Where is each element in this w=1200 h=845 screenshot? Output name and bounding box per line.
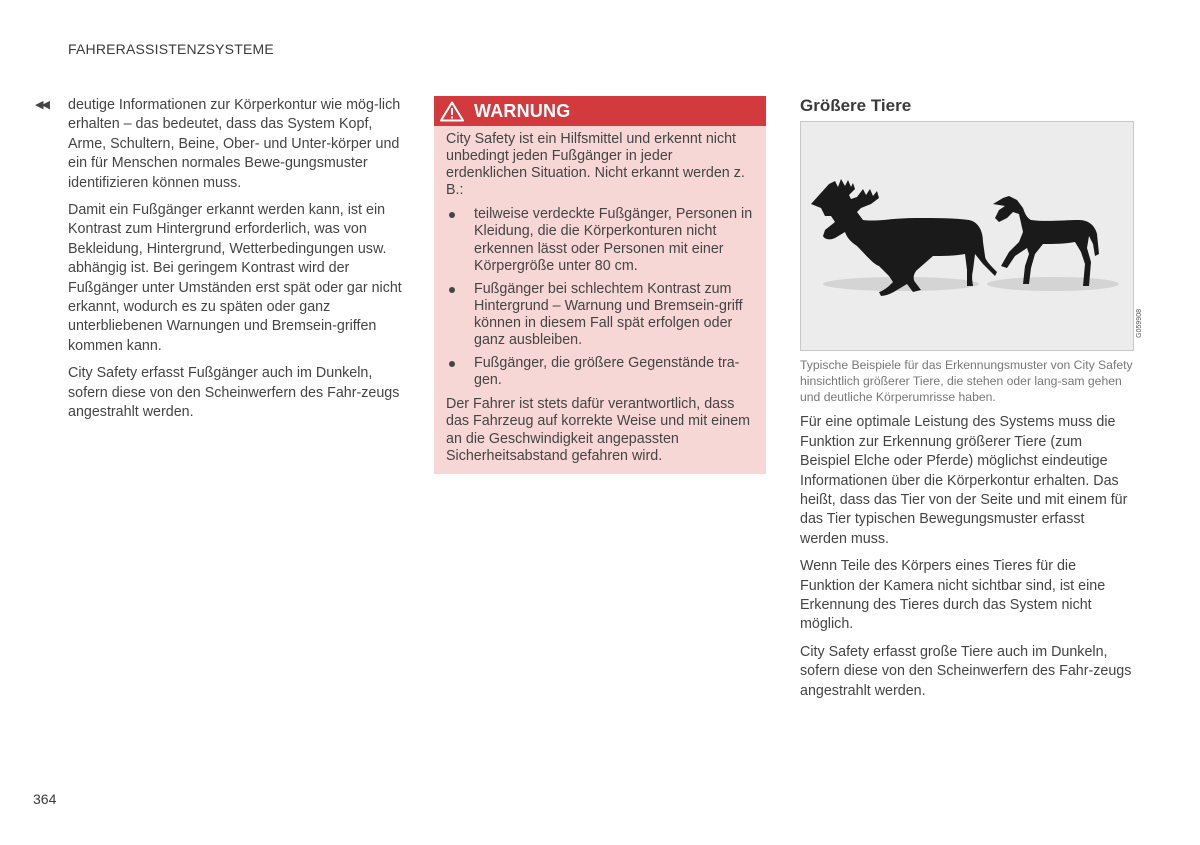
- double-left-arrow-icon: ◀◀: [35, 99, 48, 111]
- page-number: 364: [33, 791, 57, 807]
- right-column: [800, 96, 1143, 709]
- figure-code: G059908: [1136, 309, 1143, 339]
- warning-intro: City Safety ist ein Hilfsmittel und erkennt nicht unbedingt jeden Fußgänger in jeder erdenklichen Situation. Nicht erkannt werden z. B.:: [446, 131, 745, 199]
- moose-icon: [811, 179, 997, 296]
- list-item: [446, 355, 754, 389]
- list-item-text: teilweise verdeckte Fußgänger, Personen in Kleidung, die die Körperkonturen nicht erkennen lässt oder Personen mit einer Körpergröße unter 80 cm.: [474, 206, 753, 274]
- horse-icon: [993, 196, 1099, 286]
- list-item-text: Fußgänger bei schlechtem Kontrast zum Hintergrund – Warnung und Bremsein-griff können in diesem Fall spät erfolgen oder ganz ausbleiben.: [474, 280, 743, 349]
- paragraph: Wenn Teile des Körpers eines Tieres für die Funktion der Kamera nicht sichtbar sind, ist eine Erkennung des Tieres durch das System nicht möglich.: [800, 558, 1106, 633]
- bullet-icon: [449, 361, 455, 367]
- paragraph: City Safety erfasst Fußgänger auch im Dunkeln, sofern diese von den Scheinwerfern des Fahr-zeugs angestrahlt werden.: [68, 365, 400, 421]
- section-header: FAHRERASSISTENZSYSTEME: [68, 41, 274, 57]
- left-column: [68, 96, 404, 431]
- paragraph: Damit ein Fußgänger erkannt werden kann, ist ein Kontrast zum Hintergrund erforderlich, was von Bekleidung, Hintergrund, Wetterbedingungen usw. abhängig ist. Bei geringem Kontrast wird der Fußgänger unter Umständen erst spät oder gar nicht erkannt, wodurch es zu späten oder ganz unterbliebenen Warnungen und Bremsein-griffen kommen kann.: [68, 202, 402, 354]
- list-item: [446, 206, 754, 274]
- animal-silhouettes-illustration: [801, 122, 1133, 350]
- paragraph: Für eine optimale Leistung des Systems muss die Funktion zur Erkennung größerer Tiere (zum Beispiel Elche oder Pferde) möglichst eindeutige Informationen über die Körperkontur erhalten. Das heißt, dass das Tier von der Seite und mit einem für das Tier typischen Bewegungsmuster erfasst werden muss.: [800, 414, 1128, 547]
- list-item: [446, 281, 754, 349]
- list-item-text: Fußgänger, die größere Gegenstände tra-gen.: [474, 355, 740, 389]
- section-title: Größere Tiere: [800, 96, 912, 115]
- warning-header: [434, 96, 766, 126]
- bullet-icon: [449, 212, 455, 218]
- warning-body: [434, 126, 766, 465]
- warning-title: WARNUNG: [474, 100, 571, 121]
- animal-figure: [800, 121, 1143, 351]
- figure-caption: Typische Beispiele für das Erkennungsmuster von City Safety hinsichtlich größerer Tiere, die stehen oder lang-sam gehen und deutliche Körperumrisse haben.: [800, 358, 1133, 405]
- warning-box: [434, 96, 766, 474]
- paragraph: City Safety erfasst große Tiere auch im Dunkeln, sofern diese von den Scheinwerfern des Fahr-zeugs angestrahlt werden.: [800, 643, 1132, 699]
- bullet-icon: [449, 287, 455, 293]
- warning-outro: Der Fahrer ist stets dafür verantwortlich, dass das Fahrzeug auf korrekte Weise und mit einem an die Geschwindigkeit angepassten Sicherheitsabstand gefahren wird.: [446, 396, 751, 464]
- warning-triangle-icon: [440, 101, 464, 122]
- paragraph: deutige Informationen zur Körperkontur wie mög-lich erhalten – das bedeutet, dass das System Kopf, Arme, Schultern, Beine, Ober- und Unter-körper und ein für Menschen normales Bewe-gungsmuster identifizieren können muss.: [68, 97, 401, 191]
- warning-list: [446, 206, 754, 389]
